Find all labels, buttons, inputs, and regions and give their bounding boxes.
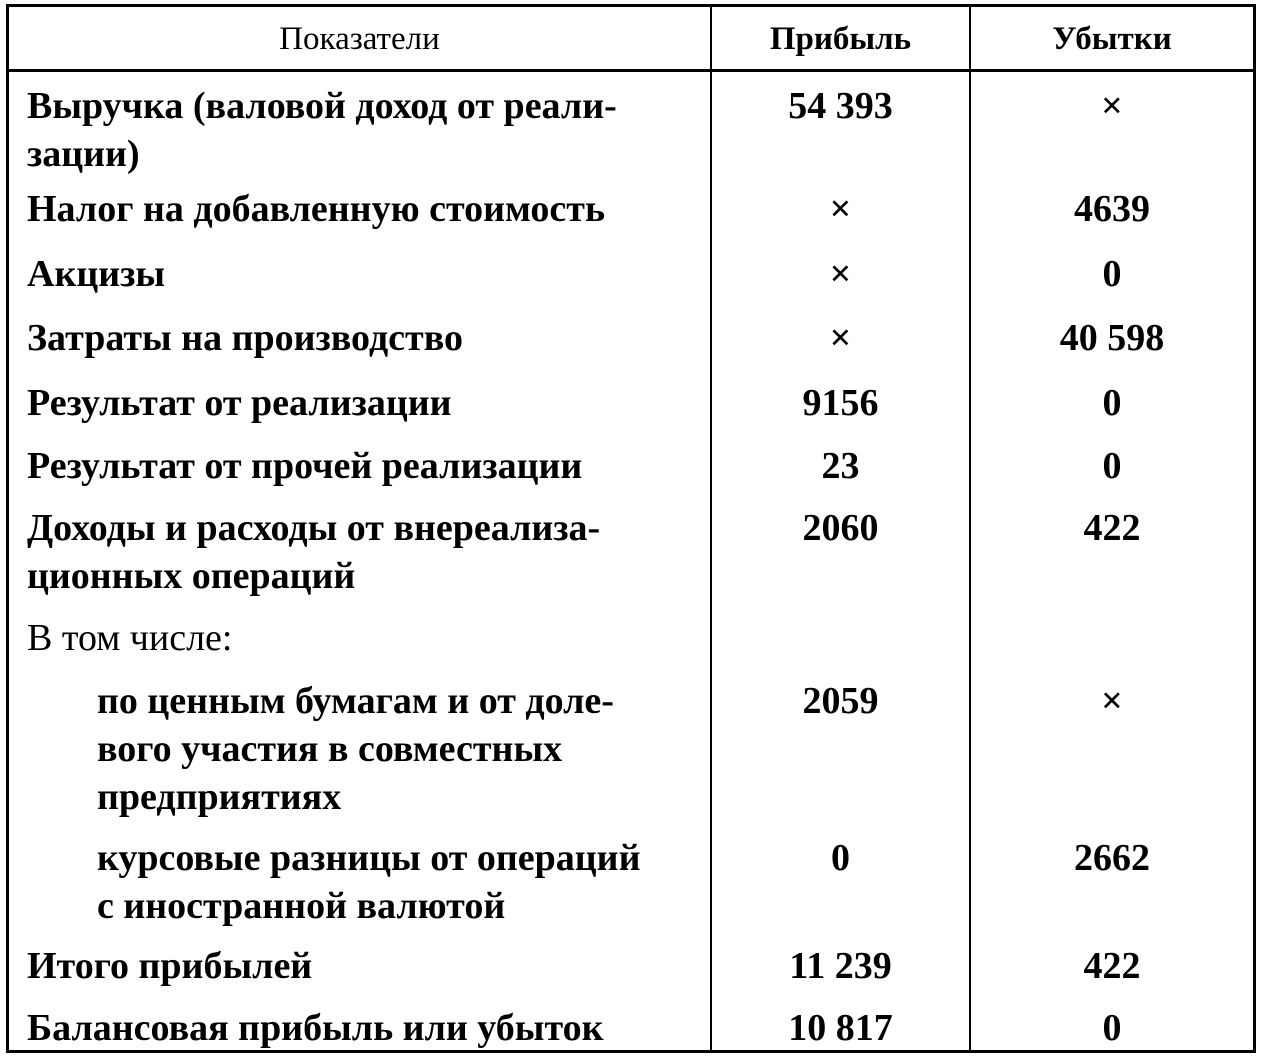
loss-cell: 422	[1083, 507, 1141, 549]
profit-cell: ×	[829, 317, 852, 359]
loss-cell: 0	[1102, 1007, 1122, 1049]
row-label: Акцизы	[27, 253, 166, 295]
financial-table	[6, 4, 1256, 1053]
row-label: Результат от прочей реализации	[27, 445, 583, 487]
loss-cell: ×	[1101, 85, 1123, 127]
loss-cell: 2662	[1074, 837, 1150, 879]
header-profit: Прибыль	[769, 21, 912, 57]
loss-cell: 422	[1083, 945, 1141, 987]
profit-cell: ×	[829, 188, 852, 230]
profit-cell: 11 239	[789, 945, 892, 987]
row-label: по ценным бумагам и от доле- вого участия в совместных предприятиях	[97, 680, 614, 818]
loss-cell: 0	[1102, 253, 1122, 295]
profit-cell: 10 817	[788, 1007, 893, 1049]
profit-cell: 0	[831, 837, 850, 879]
header-indicators: Показатели	[279, 21, 440, 57]
row-label: Затраты на производство	[27, 317, 463, 359]
profit-cell: 2060	[802, 507, 879, 549]
table-body	[9, 72, 1253, 1050]
row-label: Балансовая прибыль или убыток	[27, 1007, 604, 1049]
loss-cell: 4639	[1074, 188, 1150, 230]
row-label: В том числе:	[27, 617, 233, 659]
row-label: курсовые разницы от операций с иностранной валютой	[97, 837, 641, 927]
row-label: Налог на добавленную стоимость	[27, 188, 606, 230]
profit-cell: 9156	[802, 382, 879, 424]
row-label: Выручка (валовой доход от реали- зации)	[27, 85, 617, 175]
row-label: Итого прибылей	[27, 945, 313, 987]
loss-cell: 40 598	[1059, 317, 1165, 359]
loss-cell: 0	[1102, 445, 1122, 487]
header-loss: Убытки	[1052, 21, 1172, 57]
profit-cell: ×	[829, 253, 852, 295]
profit-cell: 2059	[802, 680, 879, 722]
row-label: Результат от реализации	[27, 382, 452, 424]
loss-cell: ×	[1101, 680, 1123, 722]
table-header	[9, 7, 1253, 69]
loss-cell: 0	[1102, 382, 1122, 424]
profit-cell: 23	[821, 445, 860, 487]
row-label: Доходы и расходы от внереализа- ционных операций	[27, 507, 601, 597]
profit-cell: 54 393	[788, 85, 893, 127]
